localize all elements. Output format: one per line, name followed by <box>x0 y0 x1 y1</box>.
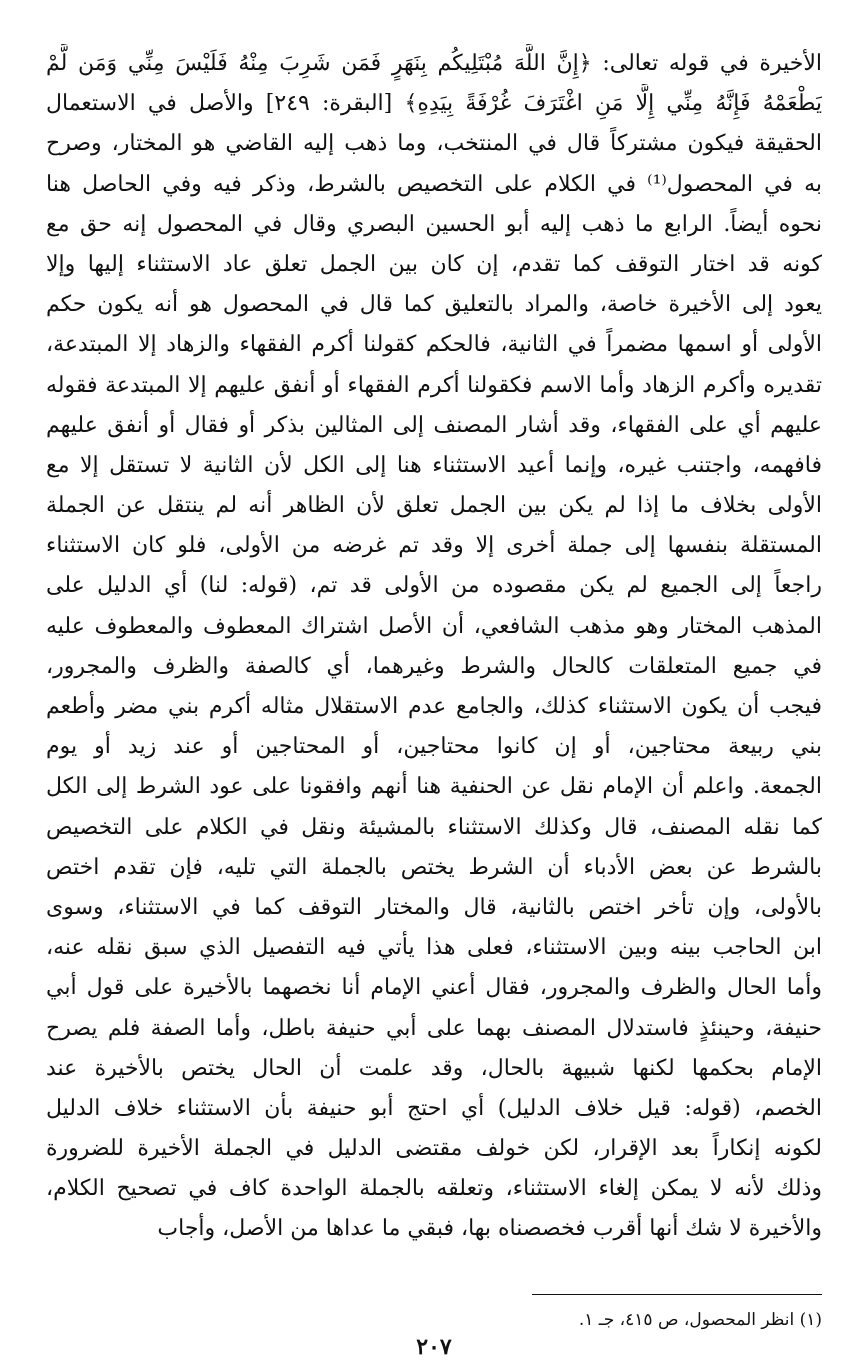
text-line: وأما الحال والظرف والمجرور، فقال أعني الإمام أنا نخصهما بالأخيرة على قول أبي <box>46 975 822 1001</box>
text-line: يعود إلى الأخيرة خاصة، والمراد بالتعليق كما قال في المحصول هو أنه يكون حكم <box>46 292 822 318</box>
text-line: كما نقله المصنف، قال وكذلك الاستثناء بالمشيئة ونقل في الكلام على التخصيص <box>46 814 822 840</box>
text-line: الإمام بحكمها لكنها شبيهة بالحال، وقد علمت أن الحال يختص بالأخيرة عند <box>46 1055 822 1081</box>
text-line: به في المحصول⁽¹⁾ في الكلام على التخصيص بالشرط، وذكر فيه وفي الحاصل هنا <box>46 171 822 197</box>
text-line: فيجب أن يكون الاستثناء كذلك، والجامع عدم الاستقلال مثاله أكرم بني مضر وأطعم <box>46 694 822 719</box>
footnote: (١) انظر المحصول، ص ٤١٥، جـ ١. <box>578 1310 822 1330</box>
text-line: بالشرط عن بعض الأدباء أن الشرط يختص بالجملة التي تليه، فإن تقدم اختص <box>46 854 822 880</box>
footnote-divider <box>532 1294 822 1295</box>
page-number: ٢٠٧ <box>416 1334 452 1360</box>
text-line: يَطْعَمْهُ فَإِنَّهُ مِنِّي إِلَّا مَنِ اغْتَرَفَ غُرْفَةً بِيَدِهِ﴾ [البقرة: ٢٤٩] والأصل في الاستعمال <box>46 91 822 117</box>
text-line: المستقلة بنفسها إلى جملة أخرى إلا وقد تم غرضه من الأولى، فلو كان الاستثناء <box>46 533 822 559</box>
text-line: لكونه إنكاراً بعد الإقرار، لكن خولف مقتضى الدليل في الجملة الأخيرة للضرورة <box>46 1136 822 1162</box>
text-line: الأولى بخلاف ما إذا لم يكن بين الجمل تعلق لأن الظاهر أنه لم ينتقل عن الجملة <box>46 493 822 519</box>
text-line: تقديره وأكرم الزهاد وأما الاسم فكقولنا أكرم الفقهاء أو أنفق عليهم إلا المبتدعة فقوله <box>46 372 822 398</box>
text-line: ابن الحاجب بينه وبين الاستثناء، فعلى هذا يأتي فيه التفصيل الذي سبق نقله عنه، <box>46 935 822 961</box>
text-line: عليهم أي على الفقهاء، وقد أشار المصنف إلى المثالين بذكر أو فقال أو أنفق عليهم <box>46 412 822 438</box>
text-line: فافهمه، واجتنب غيره، وإنما أعيد الاستثناء هنا إلى الكل لأن الثانية لا تستقل إلا مع <box>46 452 822 478</box>
text-line: في جميع المتعلقات كالحال والشرط وغيرهما، أي كالصفة والظرف والمجرور، <box>46 653 822 679</box>
text-line: حنيفة، وحينئذٍ فاستدلال المصنف بهما على أبي حنيفة باطل، وأما الصفة فلم يصرح <box>46 1015 822 1041</box>
text-line: راجعاً إلى الجميع لم يكن مقصوده من الأولى قد تم، (قوله: لنا) أي الدليل على <box>46 573 822 599</box>
text-line: الأخيرة في قوله تعالى: ﴿إِنَّ اللَّهَ مُبْتَلِيكُم بِنَهَرٍ فَمَن شَرِبَ مِنْهُ فَلَيْسَ مِنِّي وَمَن لَّمْ <box>46 51 822 76</box>
text-line: الحقيقة فيكون مشتركاً قال في المنتخب، وما ذهب إليه القاضي هو المختار، وصرح <box>46 131 822 157</box>
text-line: كونه قد اختار التوقف كما تقدم، إن كان بين الجمل تعلق عاد الاستثناء إليها وإلا <box>46 251 822 277</box>
main-text-block <box>46 44 822 1250</box>
text-line: والأخيرة لا شك أنها أقرب فخصصناه بها، فبقي ما عداها من الأصل، وأجاب <box>157 1216 822 1242</box>
text-line: المذهب المختار وهو مذهب الشافعي، أن الأصل اشتراك المعطوف والمعطوف عليه <box>46 613 822 639</box>
text-line: وذلك لأنه لا يمكن إلغاء الاستثناء، وتعلقه بالجملة الواحدة كاف في تصحيح الكلام، <box>46 1176 822 1202</box>
text-line: بالأولى، وإن تأخر اختص بالثانية، قال والمختار التوقف كما في الاستثناء، وسوى <box>46 894 822 920</box>
text-line: الأولى أو اسمها مضمراً في الثانية، فالحكم كقولنا أكرم الفقهاء والزهاد إلا المبتدعة، <box>46 332 822 358</box>
text-line: بني ربيعة محتاجين، أو إن كانوا محتاجين، أو المحتاجين أو عند زيد أو يوم <box>46 734 822 760</box>
text-line: الخصم، (قوله: قيل خلاف الدليل) أي احتج أبو حنيفة بأن الاستثناء خلاف الدليل <box>46 1095 822 1121</box>
text-line: الجمعة. واعلم أن الإمام نقل عن الحنفية هنا أنهم وافقونا على عود الشرط إلى الكل <box>46 774 822 800</box>
text-line: نحوه أيضاً. الرابع ما ذهب إليه أبو الحسين البصري وقال في المحصول إنه حق مع <box>46 211 822 237</box>
